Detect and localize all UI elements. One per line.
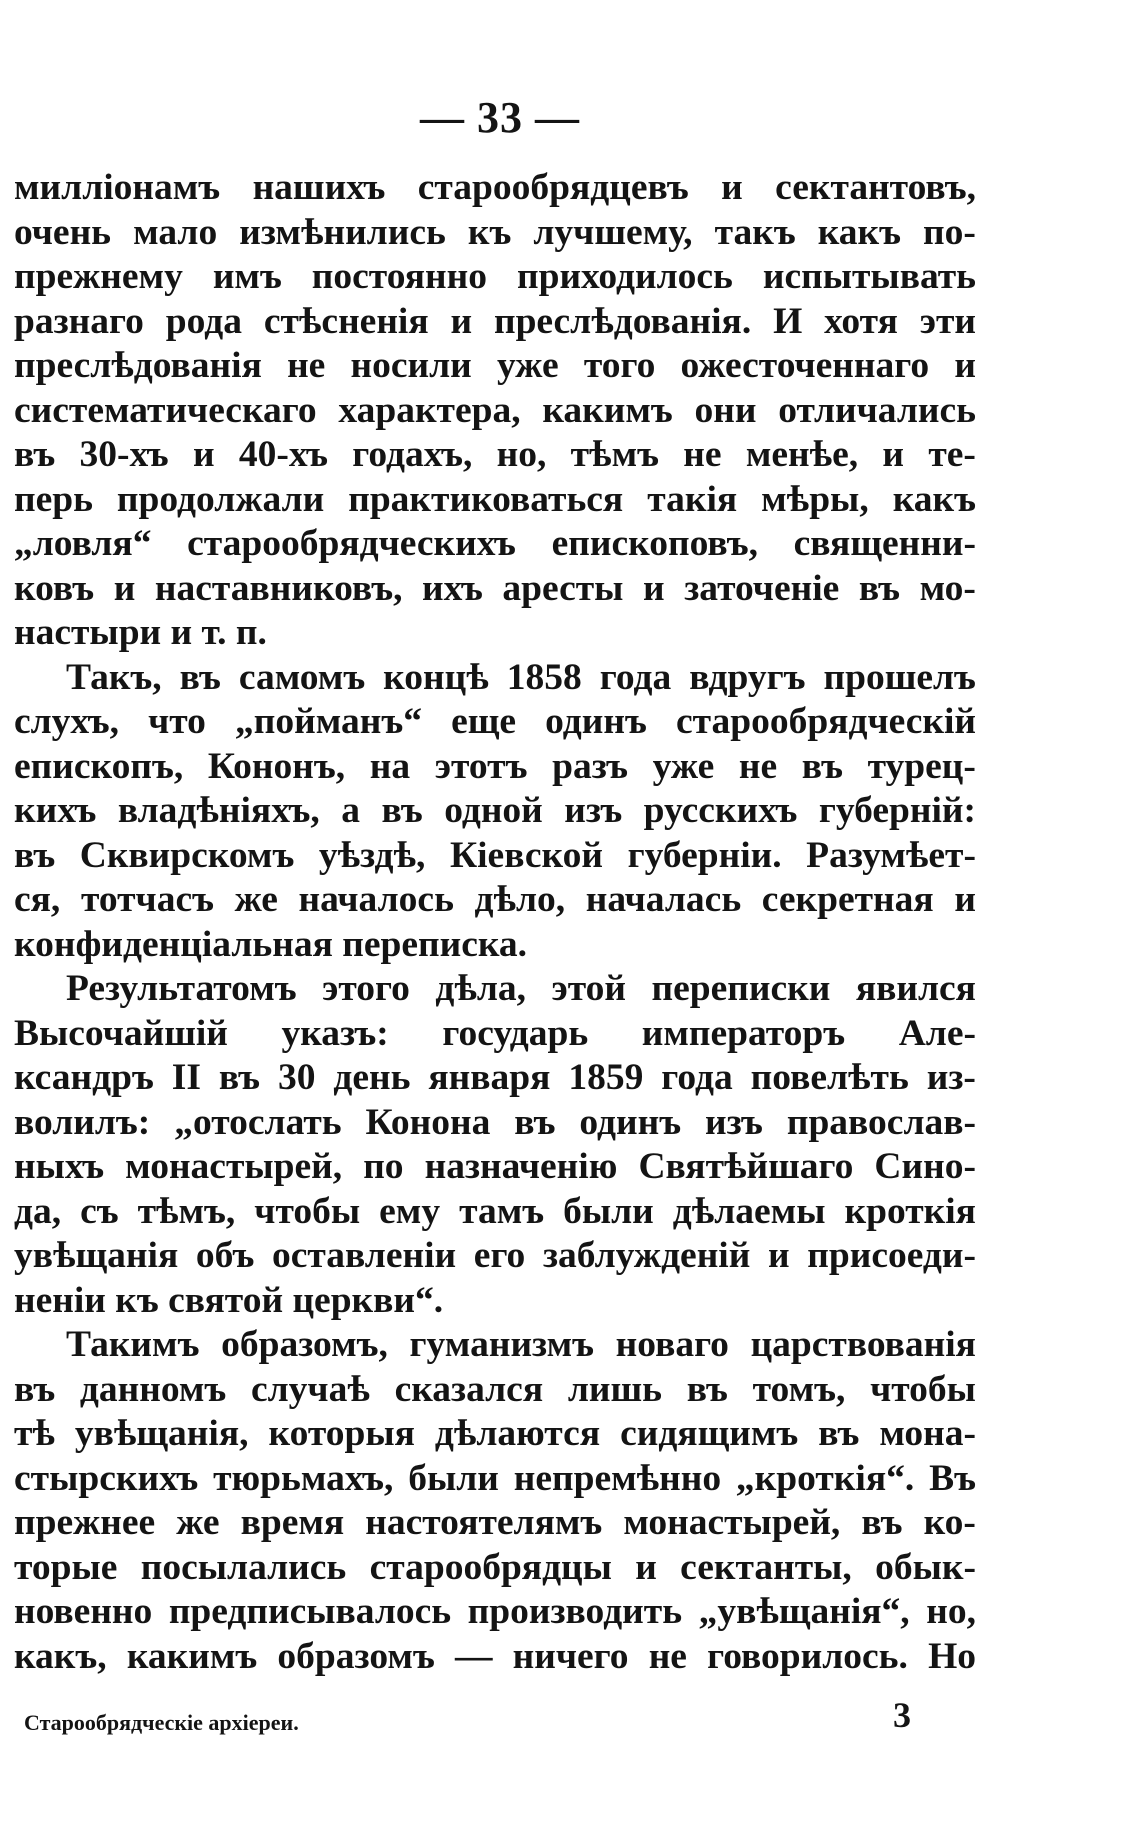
word: января — [428, 1057, 551, 1098]
word: лишь — [567, 1368, 662, 1410]
word: года — [599, 656, 672, 698]
text-line — [14, 1457, 976, 1502]
word: предписывалось — [168, 1591, 452, 1632]
text-line — [14, 1323, 976, 1368]
word: аресты — [502, 567, 624, 609]
word: рода — [165, 300, 242, 342]
word: такъ — [714, 211, 796, 253]
word: епископовъ, — [551, 523, 758, 564]
word: и — [635, 1546, 657, 1588]
text-line — [14, 1234, 976, 1279]
word: какъ — [892, 478, 976, 520]
word: нашихъ — [252, 167, 386, 208]
word: наставниковъ, — [154, 567, 403, 609]
word: что — [148, 701, 206, 742]
text-line — [14, 1412, 976, 1457]
word: „увѣщанія“, — [698, 1591, 910, 1632]
word: Но — [928, 1635, 976, 1677]
word: стырскихъ — [14, 1457, 199, 1499]
word: хотя — [824, 300, 898, 342]
word: не — [648, 1635, 687, 1677]
word: того — [583, 345, 656, 386]
word: ныхъ — [14, 1146, 105, 1187]
word: лучшему, — [533, 211, 693, 253]
word: Высочайшій — [14, 1012, 228, 1054]
word: концѣ — [383, 656, 489, 698]
word: обык- — [875, 1546, 976, 1588]
word: очень — [14, 211, 112, 253]
text-line — [14, 1590, 976, 1635]
text-line — [14, 344, 976, 389]
word: ихъ — [422, 567, 483, 609]
word: въ — [381, 790, 423, 831]
word: самомъ — [238, 656, 366, 698]
word: оставленіи — [272, 1235, 457, 1276]
word: томъ, — [752, 1368, 846, 1410]
word: „пойманъ“ — [235, 701, 422, 742]
word: въ — [818, 1413, 860, 1454]
text-line — [14, 834, 976, 879]
word: тотчасъ — [80, 879, 214, 920]
word: новенно — [14, 1591, 153, 1632]
text-line — [14, 1546, 976, 1591]
word: еще — [451, 701, 517, 742]
word: Кононъ, — [207, 745, 346, 787]
word: одной — [444, 790, 543, 831]
word: губерніи. — [627, 834, 782, 876]
word: а — [341, 790, 361, 831]
word: 40-хъ — [238, 434, 329, 475]
word: сказался — [394, 1368, 544, 1410]
word: но, — [926, 1591, 976, 1632]
word: были — [408, 1457, 499, 1499]
word: этого — [322, 968, 410, 1009]
text-line — [14, 656, 976, 701]
word: назначенію — [424, 1146, 618, 1187]
text-line — [14, 611, 976, 656]
word: старообрядцы — [369, 1546, 612, 1588]
word: монастырей, — [623, 1502, 841, 1543]
word: ожесточеннаго — [680, 345, 930, 386]
word: старообрядцевъ — [417, 167, 689, 208]
word: и — [954, 879, 976, 920]
word: уже — [652, 745, 715, 787]
word: прежнему — [14, 256, 183, 297]
word: торые — [14, 1546, 118, 1588]
word: въ — [514, 1101, 556, 1143]
word: не — [287, 345, 326, 386]
word: милліонамъ — [14, 167, 221, 208]
word: разъ — [552, 745, 628, 787]
word: новаго — [615, 1324, 729, 1365]
word: тамъ — [459, 1190, 545, 1232]
word: дѣло, — [474, 879, 566, 920]
word: и — [113, 567, 136, 609]
word: разнаго — [14, 300, 144, 342]
text-line — [14, 923, 976, 968]
word: 30-хъ — [79, 434, 169, 475]
text-line-content: конфиденціальная переписка. — [14, 923, 528, 965]
word: же — [234, 879, 278, 920]
word: образомъ — [277, 1635, 435, 1677]
word: гуманизмъ — [409, 1324, 594, 1365]
word: Святѣйшаго — [638, 1146, 854, 1187]
word: съ — [80, 1190, 119, 1232]
word: данномъ — [79, 1368, 227, 1410]
word: ковъ — [14, 567, 95, 609]
word: изъ — [564, 790, 623, 831]
word: характера, — [338, 389, 521, 431]
word: не — [683, 434, 722, 475]
word: какъ, — [14, 1635, 107, 1677]
word: въ — [179, 656, 221, 698]
word: II — [171, 1057, 201, 1098]
word: время — [240, 1502, 345, 1543]
word: присоеди- — [807, 1235, 976, 1276]
word: чтобы — [254, 1190, 361, 1232]
word: преслѣдованія. — [493, 300, 752, 342]
word: и — [882, 434, 905, 475]
word: такія — [647, 478, 738, 520]
word: И — [773, 300, 803, 342]
word: которыя — [268, 1413, 415, 1454]
word: посылались — [140, 1546, 347, 1588]
word: мѣры, — [761, 478, 869, 520]
word: мало — [133, 211, 218, 253]
word: въ — [14, 1368, 56, 1410]
word: Сино- — [874, 1146, 976, 1187]
text-line — [14, 567, 976, 612]
word: императоръ — [641, 1012, 846, 1054]
text-line — [14, 1012, 976, 1057]
word: изъ — [705, 1101, 763, 1143]
word: 30 — [277, 1057, 316, 1098]
word: объ — [195, 1235, 255, 1276]
word: въ — [14, 434, 56, 475]
word: старообрядческихъ — [187, 523, 516, 564]
word: епископъ, — [14, 745, 184, 787]
word: образомъ, — [221, 1324, 388, 1365]
text-line — [14, 166, 976, 211]
word: губерній: — [818, 790, 976, 831]
word: имъ — [212, 256, 282, 297]
word: же — [176, 1502, 220, 1543]
word: ся, — [14, 879, 61, 920]
word: слухъ, — [14, 701, 119, 742]
text-line — [14, 255, 976, 300]
word: его — [473, 1235, 526, 1276]
word: систематическаго — [14, 389, 317, 431]
word: увѣщанія — [14, 1235, 179, 1276]
word: — — [454, 1635, 493, 1677]
word: заблужденій — [542, 1235, 751, 1276]
word: тѣ — [14, 1413, 55, 1454]
word: 1859 — [568, 1057, 644, 1098]
word: 1858 — [506, 656, 582, 698]
text-line — [14, 1101, 976, 1146]
word: монастырей, — [125, 1146, 343, 1187]
word: ничего — [512, 1635, 629, 1677]
text-line — [14, 1145, 976, 1190]
word: случаѣ — [251, 1368, 370, 1410]
word: государь — [442, 1012, 589, 1054]
word: царствованія — [750, 1324, 976, 1365]
word: „кроткія“. — [735, 1457, 915, 1499]
word: волилъ: — [14, 1101, 151, 1143]
word: года — [661, 1057, 733, 1098]
word: переписки — [651, 968, 831, 1009]
word: да, — [14, 1190, 62, 1232]
word: кихъ — [14, 790, 97, 831]
word: годахъ, — [352, 434, 473, 475]
text-line — [14, 878, 976, 923]
word: повелѣть — [750, 1057, 909, 1098]
word: испытывать — [762, 256, 976, 297]
word: прежнее — [14, 1502, 156, 1543]
word: сектанты, — [680, 1546, 852, 1588]
word: Сквирскомъ — [79, 834, 295, 876]
word: вдругъ — [689, 656, 806, 698]
word: стѣсненія — [263, 300, 429, 342]
word: Въ — [929, 1457, 976, 1499]
text-line — [14, 700, 976, 745]
word: въ — [686, 1368, 728, 1410]
word: непремѣнно — [513, 1457, 722, 1499]
word: православ- — [786, 1101, 976, 1143]
word: сидящимъ — [620, 1413, 799, 1454]
word: въ — [218, 1057, 261, 1098]
word: Такъ, — [66, 656, 162, 698]
word: Такимъ — [66, 1324, 200, 1365]
word: старообрядческій — [675, 701, 976, 742]
word: Конона — [365, 1101, 491, 1143]
word: началась — [585, 879, 742, 920]
word: турец- — [867, 745, 976, 787]
word: но, — [496, 434, 547, 475]
text-line — [14, 1279, 976, 1324]
word: ко- — [923, 1502, 976, 1543]
text-line — [14, 1368, 976, 1413]
word: менѣе, — [745, 434, 859, 475]
word: въ — [861, 1502, 903, 1543]
text-line — [14, 522, 976, 567]
word: тѣмъ, — [137, 1190, 236, 1232]
text-line — [14, 389, 976, 434]
word: Кіевской — [449, 834, 604, 876]
word: они — [694, 389, 757, 431]
word: настоятелямъ — [365, 1502, 603, 1543]
word: день — [333, 1057, 411, 1098]
word: Але- — [898, 1012, 976, 1054]
word: дѣла, — [435, 968, 526, 1009]
word: Разумѣет- — [806, 834, 976, 876]
text-line — [14, 211, 976, 256]
word: на — [369, 745, 411, 787]
word: и — [643, 567, 665, 609]
text-line — [14, 745, 976, 790]
word: носили — [350, 345, 472, 386]
word: явился — [855, 968, 976, 1009]
word: дѣлаемы — [672, 1190, 826, 1232]
word: из- — [926, 1057, 976, 1098]
word: этой — [551, 968, 626, 1009]
word: „отослать — [174, 1101, 342, 1143]
word: приходилось — [516, 256, 733, 297]
word: чтобы — [870, 1368, 976, 1410]
text-line-content: неніи къ святой церкви“. — [14, 1279, 444, 1321]
word: не — [738, 745, 778, 787]
word: преслѣдованія — [14, 345, 262, 386]
word: священни- — [793, 523, 976, 564]
word: Результатомъ — [66, 968, 297, 1009]
word: „ловля“ — [14, 523, 152, 564]
text-line — [14, 1056, 976, 1101]
text-line-content: настыри и т. п. — [14, 612, 267, 653]
word: ему — [379, 1190, 441, 1232]
word: указъ: — [281, 1012, 389, 1054]
text-line — [14, 300, 976, 345]
word: уѣздѣ, — [318, 834, 426, 876]
page-number: — 33 — — [420, 93, 580, 142]
word: производить — [467, 1591, 683, 1632]
word: тѣмъ — [570, 434, 659, 475]
word: прошелъ — [823, 656, 976, 698]
signature-mark: 3 — [893, 1695, 911, 1735]
word: въ — [14, 834, 56, 876]
text-line — [14, 478, 976, 523]
word: измѣнились — [239, 211, 446, 253]
word: говорилось. — [707, 1635, 908, 1677]
word: и — [954, 345, 976, 386]
word: одинъ — [545, 701, 647, 742]
word: въ — [858, 567, 901, 609]
text-line — [14, 1501, 976, 1546]
word: этотъ — [434, 745, 528, 787]
body-text — [14, 166, 976, 1679]
word: отличались — [778, 389, 976, 431]
text-line — [14, 789, 976, 834]
word: и — [192, 434, 215, 475]
word: заточеніе — [684, 567, 840, 609]
word: тюрьмахъ, — [213, 1457, 394, 1499]
word: дѣлаются — [434, 1413, 601, 1454]
word: русскихъ — [643, 790, 798, 831]
word: кроткія — [844, 1190, 976, 1232]
word: къ — [467, 211, 512, 253]
word: и — [450, 300, 473, 342]
word: ксандръ — [14, 1057, 154, 1098]
word: секретная — [761, 879, 934, 920]
word: какимъ — [126, 1635, 258, 1677]
word: сектантовъ, — [775, 167, 976, 208]
word: те- — [928, 434, 976, 475]
text-line — [14, 967, 976, 1012]
word: какъ — [817, 211, 901, 253]
word: уже — [497, 345, 559, 386]
footer-title: Старообрядческіе архіереи. — [24, 1710, 299, 1735]
text-line — [14, 1190, 976, 1235]
word: эти — [919, 300, 976, 342]
word: продолжали — [116, 478, 325, 520]
word: мо- — [919, 567, 976, 609]
word: въ — [801, 745, 843, 787]
word: мона- — [879, 1413, 976, 1454]
word: практиковаться — [348, 478, 624, 520]
word: началось — [298, 879, 454, 920]
word: по- — [923, 211, 976, 253]
word: были — [563, 1190, 654, 1232]
text-line — [14, 1635, 976, 1680]
word: какимъ — [542, 389, 673, 431]
word: владѣніяхъ, — [117, 790, 320, 831]
word: постоянно — [311, 256, 488, 297]
word: перь — [14, 478, 93, 520]
word: увѣщанія, — [74, 1413, 249, 1454]
word: одинъ — [579, 1101, 682, 1143]
word: по — [363, 1146, 404, 1187]
text-line — [14, 433, 976, 478]
word: и — [721, 167, 743, 208]
word: и — [768, 1235, 790, 1276]
